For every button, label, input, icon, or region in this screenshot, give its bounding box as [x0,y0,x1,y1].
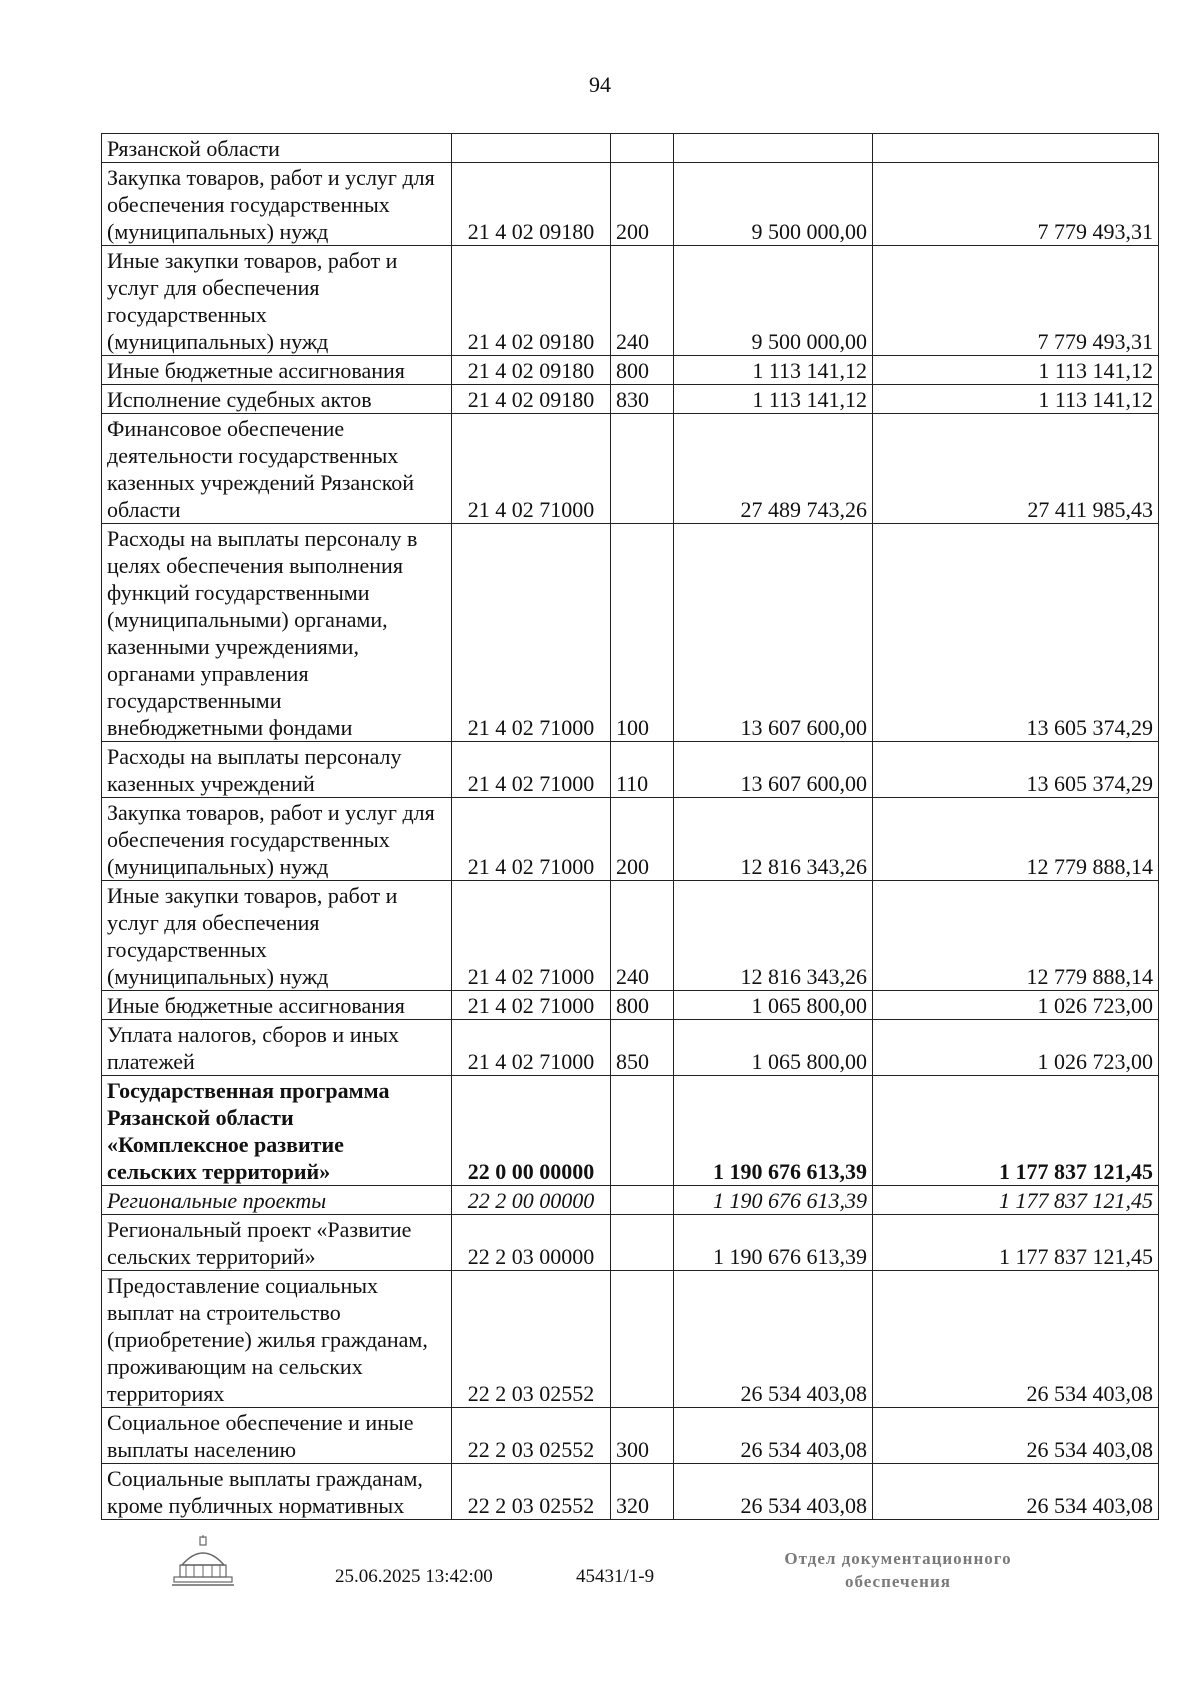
table-row [102,356,1159,385]
cell-expense-type: 200 [611,163,674,246]
cell-expense-type [611,1186,674,1215]
cell-actual-amount: 26 534 403,08 [873,1408,1159,1464]
cell-name-line: государственных [107,302,267,327]
cell-name-line: Иные закупки товаров, работ и [107,883,398,908]
cell-name [102,798,452,881]
table-row [102,881,1159,991]
footer-datetime: 25.06.2025 13:42:00 [335,1566,493,1587]
cell-name-line: области [107,497,181,522]
stamp-line-2: обеспечения [845,1572,951,1591]
cell-name-line: казенных учреждений [107,771,315,796]
cell-actual-amount: 7 779 493,31 [873,246,1159,356]
cell-actual-amount [873,134,1159,163]
cell-code: 22 2 03 02552 [452,1408,611,1464]
cell-code: 21 4 02 71000 [452,881,611,991]
cell-name-line: территориях [107,1381,225,1406]
cell-code: 21 4 02 71000 [452,1020,611,1076]
cell-name [102,1076,452,1186]
cell-actual-amount: 1 026 723,00 [873,1020,1159,1076]
cell-name-line: государственных [107,937,267,962]
table-row [102,1271,1159,1408]
cell-name-line: Расходы на выплаты персоналу в [107,526,418,551]
table-row [102,798,1159,881]
cell-actual-amount: 1 177 837 121,45 [873,1076,1159,1186]
cell-name-line: выплаты населению [107,1437,297,1462]
cell-planned-amount: 1 113 141,12 [674,356,873,385]
cell-actual-amount: 1 177 837 121,45 [873,1186,1159,1215]
cell-name [102,1271,452,1408]
cell-name-line: обеспечения государственных [107,192,390,217]
cell-code: 21 4 02 71000 [452,742,611,798]
cell-name-line: (муниципальных) нужд [107,329,329,354]
cell-name-line: казенными учреждениями, [107,634,359,659]
table-row [102,1464,1159,1520]
cell-name-line: сельских территорий» [107,1159,331,1184]
table-row [102,385,1159,414]
cell-code: 21 4 02 71000 [452,414,611,524]
cell-code: 22 2 03 02552 [452,1271,611,1408]
cell-name-line: Иные бюджетные ассигнования [107,358,405,383]
cell-planned-amount: 26 534 403,08 [674,1271,873,1408]
cell-name-line: Расходы на выплаты персоналу [107,744,402,769]
cell-planned-amount: 1 113 141,12 [674,385,873,414]
cell-planned-amount: 13 607 600,00 [674,524,873,742]
cell-code [452,134,611,163]
table-row [102,1186,1159,1215]
cell-expense-type: 240 [611,246,674,356]
cell-name-line: (муниципальными) органами, [107,607,388,632]
cell-actual-amount: 7 779 493,31 [873,163,1159,246]
cell-expense-type [611,1076,674,1186]
cell-expense-type: 300 [611,1408,674,1464]
cell-name-line: (муниципальных) нужд [107,854,329,879]
cell-expense-type: 100 [611,524,674,742]
cell-name [102,524,452,742]
cell-name-line: Региональный проект «Развитие [107,1217,412,1242]
cell-name-line: целях обеспечения выполнения [107,553,403,578]
cell-name-line: обеспечения государственных [107,827,390,852]
table-row [102,414,1159,524]
cell-expense-type: 850 [611,1020,674,1076]
cell-actual-amount: 26 534 403,08 [873,1464,1159,1520]
table-row [102,1076,1159,1186]
cell-name-line: (приобретение) жилья гражданам, [107,1327,428,1352]
cell-code: 21 4 02 71000 [452,524,611,742]
cell-planned-amount: 1 065 800,00 [674,1020,873,1076]
cell-expense-type [611,134,674,163]
cell-planned-amount: 12 816 343,26 [674,881,873,991]
table-row [102,524,1159,742]
cell-name-line: Рязанской области [107,136,280,161]
cell-planned-amount: 13 607 600,00 [674,742,873,798]
cell-planned-amount: 1 190 676 613,39 [674,1186,873,1215]
cell-name [102,1215,452,1271]
stamp-line-1: Отдел документационного [784,1549,1012,1568]
cell-name-line: Иные бюджетные ассигнования [107,993,405,1018]
table-row [102,1020,1159,1076]
cell-expense-type: 110 [611,742,674,798]
budget-table-body [102,134,1159,1520]
cell-planned-amount: 26 534 403,08 [674,1408,873,1464]
cell-name-line: «Комплексное развитие [107,1132,344,1157]
cell-name [102,385,452,414]
cell-name-line: проживающим на сельских [107,1354,363,1379]
cell-name-line: сельских территорий» [107,1244,316,1269]
cell-name [102,742,452,798]
cell-planned-amount: 12 816 343,26 [674,798,873,881]
cell-expense-type: 800 [611,356,674,385]
cell-name [102,246,452,356]
cell-name [102,356,452,385]
cell-name-line: Исполнение судебных актов [107,387,372,412]
cell-code: 21 4 02 09180 [452,356,611,385]
cell-name-line: Закупка товаров, работ и услуг для [107,165,435,190]
cell-name-line: деятельности государственных [107,443,399,468]
cell-name-line: услуг для обеспечения [107,275,320,300]
cell-planned-amount: 9 500 000,00 [674,246,873,356]
cell-code: 22 2 00 00000 [452,1186,611,1215]
cell-expense-type: 320 [611,1464,674,1520]
cell-name-line: Социальное обеспечение и иные [107,1410,414,1435]
cell-expense-type: 200 [611,798,674,881]
cell-name [102,1464,452,1520]
cell-actual-amount: 27 411 985,43 [873,414,1159,524]
cell-planned-amount: 26 534 403,08 [674,1464,873,1520]
cell-name [102,881,452,991]
cell-name-line: Социальные выплаты гражданам, [107,1466,423,1491]
cell-planned-amount: 1 190 676 613,39 [674,1076,873,1186]
cell-name-line: (муниципальных) нужд [107,964,329,989]
cell-name-line: Закупка товаров, работ и услуг для [107,800,435,825]
cell-planned-amount: 1 190 676 613,39 [674,1215,873,1271]
cell-actual-amount: 13 605 374,29 [873,524,1159,742]
cell-name-line: органами управления [107,661,309,686]
cell-expense-type [611,1271,674,1408]
cell-code: 22 0 00 00000 [452,1076,611,1186]
cell-planned-amount: 27 489 743,26 [674,414,873,524]
cell-code: 21 4 02 71000 [452,991,611,1020]
footer-registration-number: 45431/1-9 [576,1566,655,1587]
cell-actual-amount: 12 779 888,14 [873,798,1159,881]
cell-name [102,991,452,1020]
cell-expense-type: 240 [611,881,674,991]
cell-name [102,1020,452,1076]
cell-expense-type [611,414,674,524]
cell-name [102,163,452,246]
cell-name-line: казенных учреждений Рязанской [107,470,415,495]
page-number: 94 [589,72,611,97]
cell-planned-amount: 9 500 000,00 [674,163,873,246]
cell-actual-amount: 26 534 403,08 [873,1271,1159,1408]
cell-code: 21 4 02 09180 [452,163,611,246]
cell-expense-type: 800 [611,991,674,1020]
budget-table [101,133,1159,1520]
cell-name [102,134,452,163]
cell-planned-amount [674,134,873,163]
cell-name [102,1186,452,1215]
cell-code: 21 4 02 71000 [452,798,611,881]
cell-name-line: Рязанской области [107,1105,294,1130]
cell-name-line: Уплата налогов, сборов и иных [107,1022,400,1047]
cell-name-line: Финансовое обеспечение [107,416,345,441]
cell-code: 21 4 02 09180 [452,385,611,414]
emblem-logo [168,1535,238,1587]
cell-name-line: платежей [107,1049,195,1074]
cell-name-line: услуг для обеспечения [107,910,320,935]
table-row [102,742,1159,798]
cell-code: 21 4 02 09180 [452,246,611,356]
cell-name-line: государственными [107,688,282,713]
table-row [102,134,1159,163]
cell-actual-amount: 1 177 837 121,45 [873,1215,1159,1271]
table-row [102,246,1159,356]
table-row [102,991,1159,1020]
table-row [102,1408,1159,1464]
cell-code: 22 2 03 00000 [452,1215,611,1271]
cell-actual-amount: 13 605 374,29 [873,742,1159,798]
department-stamp [752,1547,1044,1593]
cell-name-line: внебюджетными фондами [107,715,353,740]
cell-expense-type [611,1215,674,1271]
cell-actual-amount: 12 779 888,14 [873,881,1159,991]
table-row [102,1215,1159,1271]
cell-name-line: функций государственными [107,580,370,605]
cell-name-line: выплат на строительство [107,1300,341,1325]
cell-name-line: Иные закупки товаров, работ и [107,248,398,273]
cell-name [102,414,452,524]
cell-name-line: Государственная программа [107,1078,390,1103]
cell-actual-amount: 1 026 723,00 [873,991,1159,1020]
cell-code: 22 2 03 02552 [452,1464,611,1520]
table-row [102,163,1159,246]
cell-name-line: кроме публичных нормативных [107,1493,405,1518]
cell-name-line: Предоставление социальных [107,1273,379,1298]
cell-expense-type: 830 [611,385,674,414]
cell-name-line: Региональные проекты [107,1188,327,1213]
cell-name [102,1408,452,1464]
cell-actual-amount: 1 113 141,12 [873,356,1159,385]
cell-actual-amount: 1 113 141,12 [873,385,1159,414]
cell-name-line: (муниципальных) нужд [107,219,329,244]
cell-planned-amount: 1 065 800,00 [674,991,873,1020]
